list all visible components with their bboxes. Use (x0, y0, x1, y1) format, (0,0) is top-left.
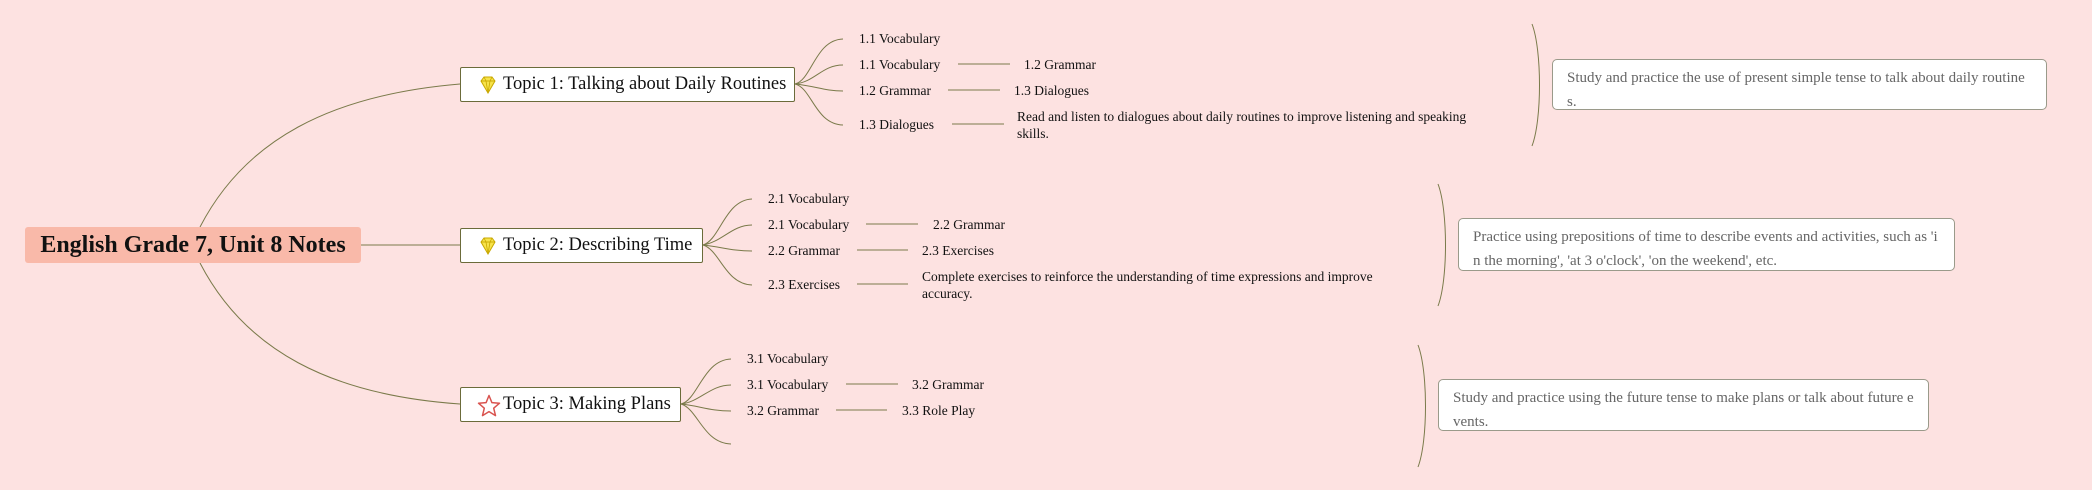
summary-text: Practice using prepositions of time to describe events and activities, such as 'in the morning', 'at 3 o'clock', 'on the weekend', etc. (1473, 229, 1938, 269)
root-node[interactable] (25, 227, 361, 263)
topic-node-1[interactable] (460, 67, 795, 102)
summary-text: Study and practice using the future tense to make plans or talk about future events. (1453, 390, 1914, 430)
leaf-label[interactable]: 1.2 Grammar (859, 83, 931, 98)
branch-line-topic-1 (200, 84, 460, 227)
leaf-label[interactable]: 2.2 Grammar (768, 243, 840, 258)
leaf-label[interactable]: 3.1 Vocabulary (747, 351, 829, 366)
relation-label[interactable]: Read and listen to dialogues about daily routines to improve listening and speaking skills. (1017, 109, 1467, 141)
summary-text: Study and practice the use of present simple tense to talk about daily routines. (1567, 70, 2025, 110)
relation-label[interactable]: 3.3 Role Play (902, 403, 976, 418)
topic-title: Topic 2: Describing Time (503, 235, 693, 255)
diamond-icon (477, 235, 499, 257)
summary-box[interactable] (1458, 218, 1955, 271)
leaf-label[interactable]: 3.1 Vocabulary (747, 377, 829, 392)
branch-line-topic-3 (200, 263, 460, 404)
leaf-label[interactable]: 2.1 Vocabulary (768, 191, 850, 206)
relation-label[interactable]: 1.2 Grammar (1024, 57, 1096, 72)
leaf-label[interactable]: 2.1 Vocabulary (768, 217, 850, 232)
leaf-label[interactable]: 1.1 Vocabulary (859, 31, 941, 46)
leaf-label[interactable]: 2.3 Exercises (768, 277, 840, 292)
summary-box[interactable] (1552, 59, 2047, 110)
topic-title: Topic 1: Talking about Daily Routines (503, 74, 787, 94)
leaf-label[interactable]: 3.2 Grammar (747, 403, 819, 418)
star-icon (477, 394, 499, 416)
leaf-label[interactable]: 1.1 Vocabulary (859, 57, 941, 72)
relation-label[interactable]: 2.2 Grammar (933, 217, 1005, 232)
relation-label[interactable]: 1.3 Dialogues (1014, 83, 1089, 98)
relation-label[interactable]: 3.2 Grammar (912, 377, 984, 392)
relation-label[interactable]: 2.3 Exercises (922, 243, 994, 258)
topic-title: Topic 3: Making Plans (503, 394, 671, 414)
summary-box[interactable] (1438, 379, 1929, 431)
relation-label[interactable]: Complete exercises to reinforce the understanding of time expressions and improve accuracy. (922, 269, 1373, 301)
leaf-label[interactable]: 1.3 Dialogues (859, 117, 934, 132)
topic-node-2[interactable] (460, 228, 703, 263)
diamond-icon (477, 74, 499, 96)
topic-node-3[interactable] (460, 387, 681, 422)
root-title: English Grade 7, Unit 8 Notes (40, 231, 346, 258)
